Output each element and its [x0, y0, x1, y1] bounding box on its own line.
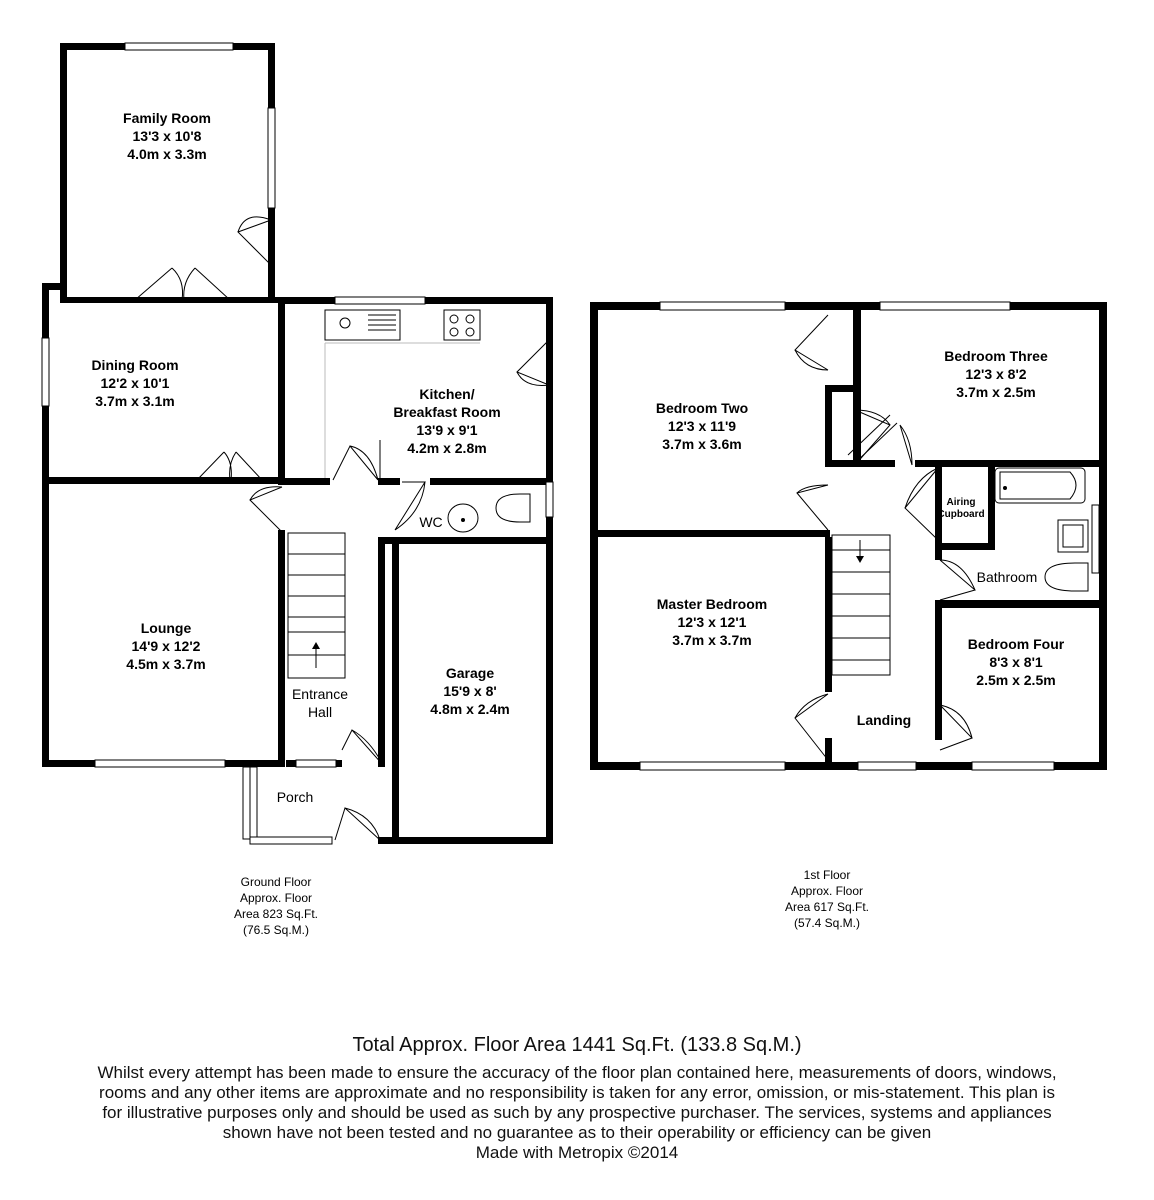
ground-stairs — [288, 533, 345, 678]
entrance-hall-line1: Entrance — [291, 686, 349, 702]
bed4-left-wall — [935, 600, 942, 740]
disclaimer-text: Whilst every attempt has been made to ensure the accuracy of the floor plan contained here, measurements of doors, windows, rooms and any other items are approximate and no responsibility is taken for any error, omission, or mis-statement. This plan is for illustrative purposes only and should be used as such by any prospective purchaser. The services, systems and appliances shown have not been tested and no guarantee as to their operability or efficiency can be given — [97, 1063, 1057, 1142]
family-room-metric: 4.0m x 3.3m — [127, 146, 207, 162]
ground-floor-note-2: Approx. Floor — [239, 891, 313, 905]
kitchen-bottom-wall-right — [378, 478, 400, 485]
lounge-hall-wall — [278, 530, 285, 767]
garage-name: Garage — [445, 665, 495, 681]
bedroom-two-imperial: 12'3 x 11'9 — [667, 418, 737, 434]
master-bedroom-window — [640, 762, 785, 770]
first-floor-stairs — [832, 535, 890, 675]
bedroom-four-door — [940, 705, 972, 750]
first-floor-note-1: 1st Floor — [803, 868, 851, 882]
bedroom-two-door — [797, 485, 828, 530]
landing-top-wall — [825, 460, 895, 467]
bedroom-three-name: Bedroom Three — [944, 348, 1048, 364]
bathroom-door — [940, 560, 975, 600]
ground-floor-note-4: (76.5 Sq.M.) — [242, 923, 310, 937]
master-bedroom-door — [795, 694, 828, 760]
kitchen-name-line2: Breakfast Room — [393, 404, 501, 420]
wc-toilet-icon — [496, 494, 530, 522]
footer — [0, 1034, 1154, 1163]
kitchen-bottom-wall-left — [278, 478, 330, 485]
landing-name: Landing — [856, 712, 912, 728]
bathroom-name: Bathroom — [976, 569, 1038, 585]
ground-floor-note-1: Ground Floor — [240, 875, 312, 889]
wc-name: WC — [419, 514, 443, 530]
wc-window — [546, 482, 553, 517]
bedroom-four-metric: 2.5m x 2.5m — [976, 672, 1056, 688]
dining-lounge-wall — [42, 477, 285, 484]
master-bedroom-imperial: 12'3 x 12'1 — [677, 614, 747, 630]
airing-cupboard-line1: Airing — [946, 497, 976, 508]
kitchen-imperial: 13'9 x 9'1 — [416, 422, 478, 438]
family-room-window-top — [125, 43, 233, 50]
bedroom-three-metric: 3.7m x 2.5m — [956, 384, 1036, 400]
bedroom-three-imperial: 12'3 x 8'2 — [965, 366, 1027, 382]
bedroom-two-metric: 3.7m x 3.6m — [662, 436, 742, 452]
bathroom-window — [1092, 505, 1099, 573]
lounge-window — [95, 760, 225, 767]
bedroom-three-window — [880, 302, 1010, 310]
airing-cupboard-door — [905, 468, 938, 540]
wc-bottom-wall — [430, 478, 553, 485]
landing-right-wall — [935, 550, 942, 560]
wc-lower-wall — [385, 537, 553, 544]
kitchen-window — [335, 297, 425, 304]
lounge-imperial: 14'9 x 12'2 — [131, 638, 201, 654]
lounge-metric: 4.5m x 3.7m — [126, 656, 206, 672]
metropix-credit: Made with Metropix ©2014 — [475, 1143, 679, 1162]
bedroom-four-window — [972, 762, 1054, 770]
dining-lounge-french-doors — [197, 452, 262, 480]
landing-left-wall-bottom — [825, 738, 832, 770]
airing-right-wall — [988, 462, 995, 550]
lounge-name: Lounge — [140, 620, 192, 636]
family-room-window-right — [268, 108, 275, 208]
kitchen-door — [333, 446, 378, 480]
garage-imperial: 15'9 x 8' — [443, 683, 497, 699]
airing-bottom-wall — [935, 543, 995, 550]
cupboard-wall-horizontal — [825, 385, 859, 392]
landing-left-wall-lower — [825, 537, 832, 692]
airing-left-wall — [935, 462, 942, 550]
dining-room-name: Dining Room — [91, 357, 179, 373]
porch-name: Porch — [276, 789, 314, 805]
family-room-side-door — [238, 217, 271, 265]
hall-inner-door — [342, 730, 383, 765]
first-floor-note-2: Approx. Floor — [790, 884, 864, 898]
bedroom-four-name: Bedroom Four — [967, 636, 1065, 652]
lounge-hall-door — [250, 487, 282, 532]
bedroom-three-door — [900, 425, 912, 465]
master-bedroom-name: Master Bedroom — [656, 596, 768, 612]
first-floor-plan — [590, 302, 1107, 930]
dining-room-window — [42, 338, 49, 406]
family-room-walls — [60, 43, 275, 303]
hall-right-wall — [378, 537, 385, 767]
kitchen-hob-icon — [444, 310, 480, 340]
garage-metric: 4.8m x 2.4m — [430, 701, 510, 717]
ground-floor-plan — [42, 43, 553, 937]
airing-cupboard-line2: Cupboard — [937, 509, 985, 520]
cupboard-wall-vertical — [853, 302, 861, 467]
bathroom-toilet-icon — [1045, 563, 1088, 591]
landing-left-wall-upper — [825, 389, 832, 467]
dining-room-imperial: 12'2 x 10'1 — [100, 375, 170, 391]
kitchen-side-door — [517, 340, 549, 385]
kitchen-name-line1: Kitchen/ — [419, 386, 475, 402]
family-room-imperial: 13'3 x 10'8 — [132, 128, 202, 144]
total-floor-area: Total Approx. Floor Area 1441 Sq.Ft. (133.8 Sq.M.) — [352, 1034, 802, 1056]
bedroom-two-name: Bedroom Two — [655, 400, 749, 416]
family-dining-french-doors — [135, 268, 230, 300]
kitchen-metric: 4.2m x 2.8m — [407, 440, 487, 456]
first-floor-note-3: Area 617 Sq.Ft. — [784, 900, 870, 914]
dining-room-metric: 3.7m x 3.1m — [95, 393, 175, 409]
bed3-bottom-wall — [915, 460, 1107, 467]
front-door — [335, 808, 380, 840]
ground-floor-note-3: Area 823 Sq.Ft. — [233, 907, 319, 921]
bedroom-two-window — [660, 302, 785, 310]
cupboard-door — [795, 315, 828, 370]
landing-window — [858, 762, 916, 770]
bath-bed4-wall — [935, 600, 1107, 608]
master-bedroom-metric: 3.7m x 3.7m — [672, 632, 752, 648]
entrance-hall-line2: Hall — [307, 704, 333, 720]
bed2-master-wall — [590, 530, 830, 537]
bedroom-four-imperial: 8'3 x 8'1 — [989, 654, 1043, 670]
family-room-name: Family Room — [123, 110, 211, 126]
porch-walls — [243, 760, 392, 844]
first-floor-note-4: (57.4 Sq.M.) — [793, 916, 861, 930]
